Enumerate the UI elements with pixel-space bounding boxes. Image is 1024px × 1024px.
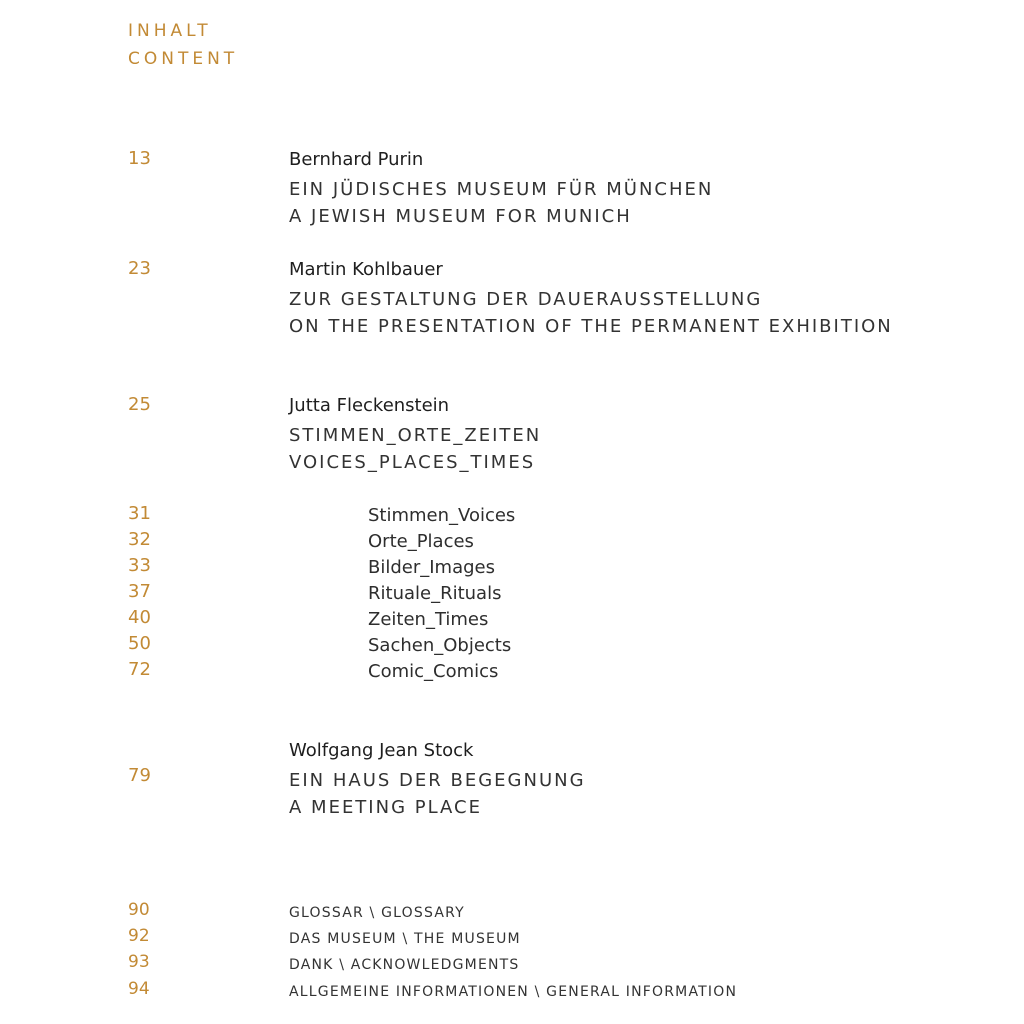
appendix-page-number: 94	[128, 979, 150, 999]
heading-content: CONTENT	[128, 49, 239, 69]
page-number: 13	[128, 148, 151, 169]
author-name: Bernhard Purin	[289, 149, 424, 170]
subsection-label: Rituale_Rituals	[368, 583, 502, 604]
author-name: Wolfgang Jean Stock	[289, 740, 474, 761]
title-english: A JEWISH MUSEUM FOR MUNICH	[289, 206, 632, 227]
heading-inhalt: INHALT	[128, 21, 212, 41]
subsection-label: Comic_Comics	[368, 661, 499, 682]
subsection-label: Zeiten_Times	[368, 609, 489, 630]
subsection-page-number: 32	[128, 529, 151, 550]
subsection-label: Orte_Places	[368, 531, 474, 552]
title-german: EIN JÜDISCHES MUSEUM FÜR MÜNCHEN	[289, 179, 714, 200]
appendix-label: DAS MUSEUM \ THE MUSEUM	[289, 931, 521, 947]
subsection-page-number: 31	[128, 503, 151, 524]
appendix-page-number: 93	[128, 952, 150, 972]
title-german: EIN HAUS DER BEGEGNUNG	[289, 770, 586, 791]
page-number: 25	[128, 394, 151, 415]
title-english: ON THE PRESENTATION OF THE PERMANENT EXHIBITION	[289, 316, 893, 337]
subsection-page-number: 33	[128, 555, 151, 576]
subsection-page-number: 37	[128, 581, 151, 602]
subsection-page-number: 50	[128, 633, 151, 654]
title-german: ZUR GESTALTUNG DER DAUERAUSSTELLUNG	[289, 289, 763, 310]
subsection-page-number: 40	[128, 607, 151, 628]
author-name: Jutta Fleckenstein	[289, 395, 450, 416]
page-number: 23	[128, 258, 151, 279]
subsection-label: Sachen_Objects	[368, 635, 512, 656]
appendix-label: GLOSSAR \ GLOSSARY	[289, 905, 465, 921]
appendix-label: ALLGEMEINE INFORMATIONEN \ GENERAL INFORMATION	[289, 984, 738, 1000]
appendix-page-number: 90	[128, 900, 150, 920]
page-number: 79	[128, 765, 151, 786]
title-english: VOICES_PLACES_TIMES	[289, 452, 536, 473]
author-name: Martin Kohlbauer	[289, 259, 443, 280]
title-english: A MEETING PLACE	[289, 797, 482, 818]
title-german: STIMMEN_ORTE_ZEITEN	[289, 425, 542, 446]
subsection-label: Stimmen_Voices	[368, 505, 516, 526]
appendix-page-number: 92	[128, 926, 150, 946]
subsection-label: Bilder_Images	[368, 557, 496, 578]
subsection-page-number: 72	[128, 659, 151, 680]
appendix-label: DANK \ ACKNOWLEDGMENTS	[289, 957, 520, 973]
